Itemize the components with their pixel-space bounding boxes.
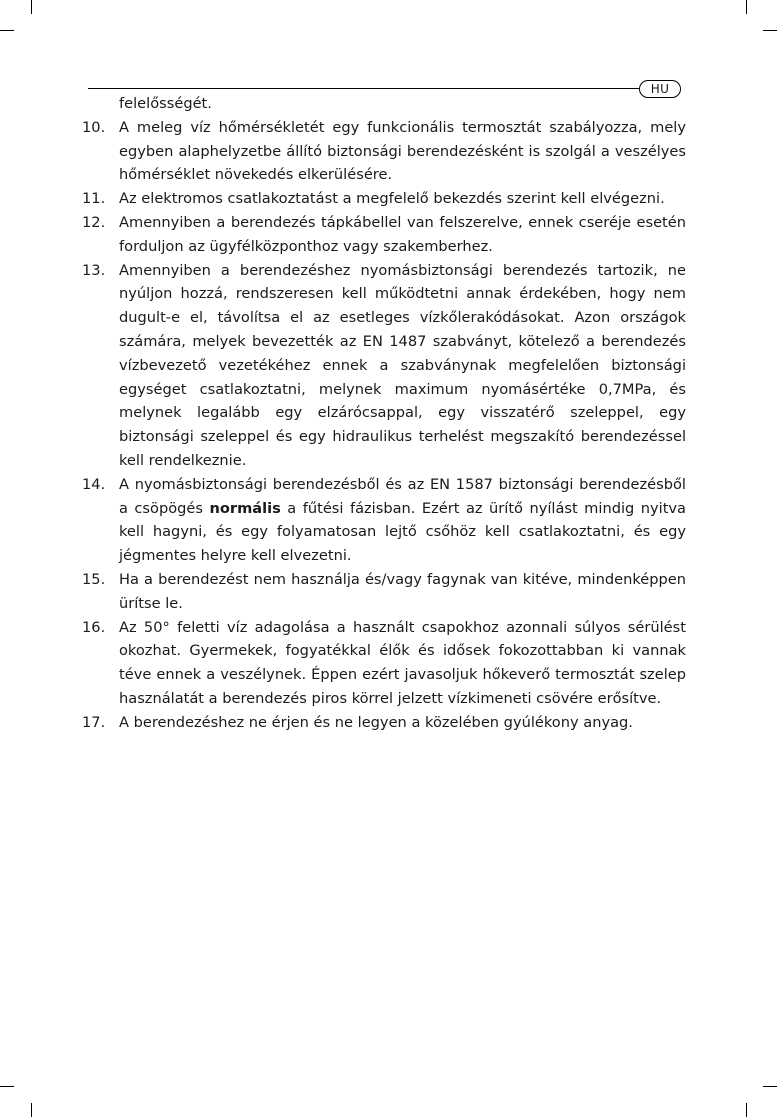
item-text: Az elektromos csatlakoztatást a megfelelő bekezdés szerint kell elvégezni. [119,190,665,208]
crop-mark-top-left [31,0,32,14]
item-number: 12. [82,213,106,231]
intro-continuation: felelősségét. [119,95,212,112]
crop-mark-top-left-h [0,30,14,31]
crop-mark-bottom-left-h [0,1086,14,1087]
item-number: 16. [82,618,106,636]
crop-mark-top-right [746,0,747,14]
item-number: 13. [82,261,106,279]
item-text: Amennyiben a berendezés tápkábellel van felszerelve, ennek cseréje esetén forduljon az ügyfélközponthoz vagy szakemberhez. [119,213,686,255]
item-text: Az 50° feletti víz adagolása a használt csapokhoz azonnali súlyos sérülést okozhat. Gyermekek, fogyatékkal élők és idősek fokozottabban ki vannak téve ennek a veszélynek. Éppen ezért javasoljuk hőkeverő termosztát szelep használatát a berendezés piros körrel jelzett vízkimeneti csövére erősítve. [119,618,686,707]
crop-mark-top-right-h [763,30,777,31]
item-number: 11. [82,190,106,208]
item-number: 10. [82,118,106,136]
list-item [82,211,686,259]
item-text [119,473,686,568]
item-text: A berendezéshez ne érjen és ne legyen a közelében gyúlékony anyag. [119,713,633,731]
crop-mark-bottom-right [746,1103,747,1117]
list-item [82,116,686,187]
list-item [82,568,686,616]
crop-mark-bottom-right-h [763,1086,777,1087]
safety-instructions [82,92,686,735]
item-text-before: A nyomásbiztonsági berendezésből és az EN 1587 biztonsági berendezésből a csöpögés [119,475,686,517]
item-text-after: a fűtési fázisban. Ezért az ürítő nyílást mindig nyitva kell hagyni, és egy folyamatosan lejtő csőhöz kell csatlakoztatni, és egy jégmentes helyre kell elvezetni. [119,499,686,565]
language-badge: HU [639,80,681,98]
item-number: 17. [82,713,106,731]
item-text: Ha a berendezést nem használja és/vagy fagynak van kitéve, mindenképpen ürítse le. [119,570,686,612]
list-item [82,259,686,473]
item-text-bold: normális [209,499,281,517]
list-item [82,711,686,735]
list-item [82,187,686,211]
list-item [82,473,686,568]
item-number: 14. [82,475,106,493]
item-number: 15. [82,570,106,588]
item-text: Amennyiben a berendezéshez nyomásbiztonsági berendezés tartozik, ne nyúljon hozzá, rendszeresen kell működtetni annak érdekében, hogy nem dugult-e el, távolítsa el az esetleges vízkőlerakódásokat. Azon országok számára, melyek bevezették az EN 1487 szabványt, kötelező a berendezés vízbevezető vezetékéhez ennek a szabványnak megfelelően biztonsági egységet csatlakoztatni, melynek maximum nyomásértéke 0,7MPa, és melynek legalább egy elzárócsappal, egy visszatérő szeleppel, egy biztonsági szeleppel és egy hidraulikus terhelést megszakító berendezéssel kell rendelkeznie. [119,261,686,469]
crop-mark-bottom-left [31,1103,32,1117]
list-item [82,616,686,711]
header-rule [88,88,640,89]
item-text: A meleg víz hőmérsékletét egy funkcionális termosztát szabályozza, mely egyben alaphelyzetbe állító biztonsági berendezésként is szolgál a veszélyes hőmérséklet növekedés elkerülésére. [119,118,686,184]
